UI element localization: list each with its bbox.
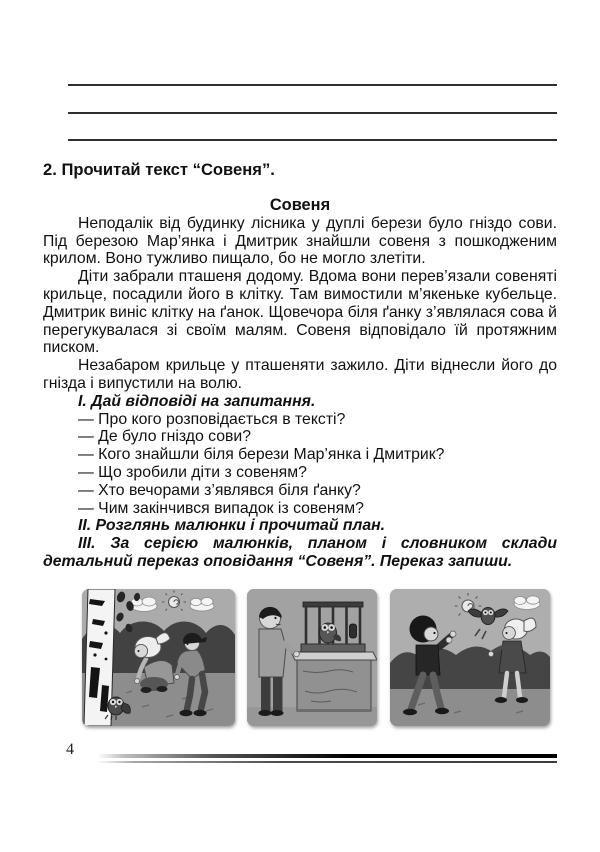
table xyxy=(291,652,377,712)
question-5: — Хто вечорами з’являвся біля ґанку? xyxy=(78,481,361,499)
task-1-label: І. Дай відповіді на запитання. xyxy=(78,392,316,410)
story-paragraph-2: Діти забрали пташеня додому. Вдома вони перев’язали совеняті крильце, посадили його в клітку. Там вимостили м’якеньке кубельце. Дмитрик виніс клітку на ґанок. Щовечора біля ґанку з’являлася сова й перегукувалася зі своїм малям. Совеня відповідало їй протяжним писком. xyxy=(43,268,557,357)
question-3: — Кого знайшли біля берези Мар’янка і Дмитрик? xyxy=(78,446,445,464)
story-paragraph-1: Неподалік від будинку лісника у дуплі берези було гніздо сови. Під березою Мар’янка і Дмитрик знайшли совеня з пошкодженим крилом. Воно тужливо пищало, бо не могло злетіти. xyxy=(43,214,557,268)
writing-line xyxy=(68,84,557,86)
footer-rule xyxy=(97,754,557,758)
writing-line xyxy=(68,112,557,114)
feeder xyxy=(350,624,357,638)
question-6: — Чим закінчився випадок із совеням? xyxy=(78,499,364,517)
illustration-strip xyxy=(43,589,557,729)
story-title: Совеня xyxy=(269,196,331,214)
writing-lines-area xyxy=(68,84,557,167)
illustration-release-owlet xyxy=(390,589,550,726)
illustration-owlet-in-cage xyxy=(247,589,377,726)
task-2-label: ІІ. Розглянь малюнки і прочитай план. xyxy=(78,517,386,535)
question-1: — Про кого розповідається в тексті? xyxy=(78,410,346,428)
illustration-find-owlet xyxy=(82,589,235,726)
question-4: — Що зробили діти з совеням? xyxy=(78,463,307,481)
story-paragraph-3: Незабаром крильце у пташеняти зажило. Діти віднесли його до гнізда і випустили на волю. xyxy=(43,357,557,392)
page-number: 4 xyxy=(66,741,74,758)
task-3-label: ІІІ. За серією малюнків, планом і словником склади детальний переказ оповідання “Совеня”. Переказ запиши. xyxy=(43,535,557,570)
footer-rule-thin xyxy=(97,761,557,763)
cloud-icon xyxy=(514,596,540,610)
story-text-block xyxy=(43,197,557,571)
writing-line xyxy=(68,139,557,141)
exercise-heading: 2. Прочитай текст “Совеня”. xyxy=(43,160,275,179)
question-2: — Де було гніздо сови? xyxy=(78,428,252,446)
